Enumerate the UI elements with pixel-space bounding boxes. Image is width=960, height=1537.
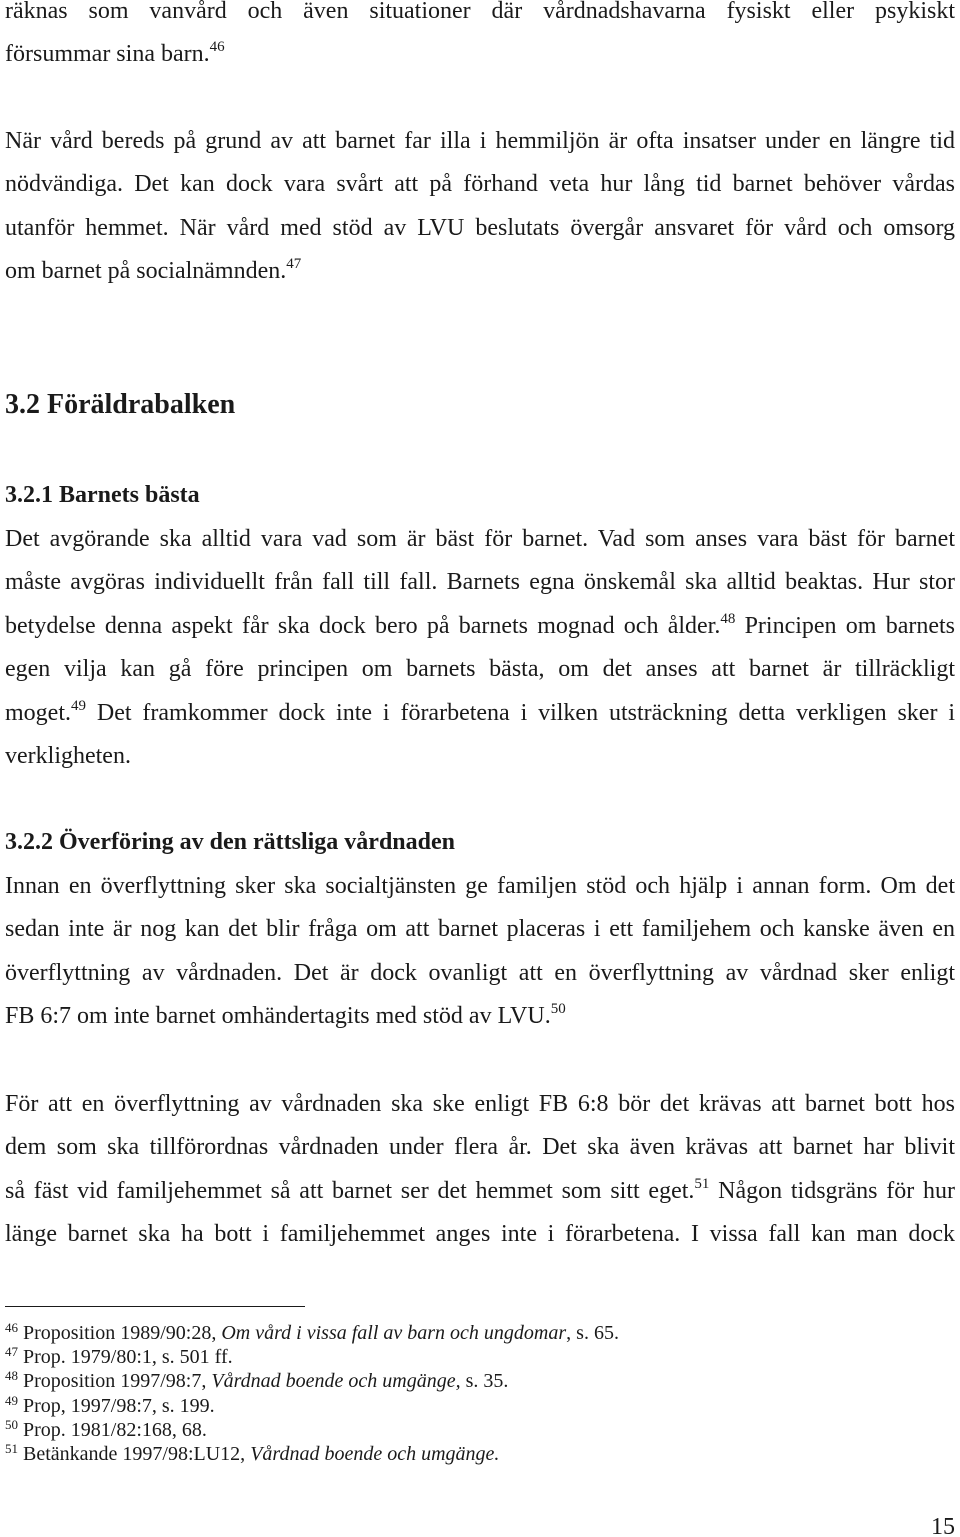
text-run: Innan en överflyttning sker ska socialtjänsten ge familjen stöd och hjälp i annan form. Om det bbox=[5, 873, 955, 899]
footnote-ref: 51 bbox=[694, 1175, 710, 1192]
text-run: nödvändiga. Det kan dock vara svårt att på förhand veta hur lång tid barnet behöver vårdas bbox=[5, 171, 955, 198]
text-run: moget. bbox=[5, 699, 71, 726]
text-line bbox=[5, 561, 955, 604]
text-line bbox=[5, 120, 955, 163]
text-line bbox=[5, 33, 955, 76]
text-line bbox=[5, 908, 955, 951]
text-run: För att en överflyttning av vårdnaden ska ske enligt FB 6:8 bör det krävas att barnet bott hos bbox=[5, 1091, 955, 1117]
text-run: Prop. 1979/80:1, s. 501 ff. bbox=[23, 1346, 233, 1369]
italic-text: Vårdnad boende och umgänge. bbox=[250, 1442, 500, 1465]
text-line bbox=[5, 1126, 955, 1169]
text-run: sedan inte är nog kan det blir fråga om att barnet placeras i ett familjehem och kanske även en bbox=[5, 916, 955, 943]
subsection-heading: 3.2.2 Överföring av den rättsliga vårdnaden bbox=[5, 829, 455, 855]
italic-text: Om vård i vissa fall av barn och ungdomar bbox=[221, 1322, 567, 1344]
text-line bbox=[5, 1213, 955, 1256]
text-line bbox=[5, 952, 955, 995]
page-number: 15 bbox=[931, 1514, 955, 1537]
footnote-number: 48 bbox=[5, 1368, 18, 1384]
paragraph bbox=[5, 120, 955, 294]
footnote bbox=[5, 1321, 955, 1345]
paragraph bbox=[5, 0, 955, 77]
section-heading: 3.2 Föräldrabalken bbox=[5, 389, 236, 420]
text-run: Proposition 1997/98:7, bbox=[23, 1370, 212, 1393]
text-run: utanför hemmet. När vård med stöd av LVU beslutats övergår ansvaret för vård och omsorg bbox=[5, 214, 955, 241]
text-run: Prop, 1997/98:7, s. 199. bbox=[23, 1394, 215, 1417]
text-run: om barnet på socialnämnden. bbox=[5, 258, 287, 285]
text-run: betydelse denna aspekt får ska dock bero på barnets mognad och ålder. bbox=[5, 612, 721, 639]
footnote-ref: 49 bbox=[71, 697, 86, 714]
footnote-ref: 47 bbox=[286, 256, 302, 273]
text-run: måste avgöras individuellt från fall till fall. Barnets egna önskemål ska alltid beaktas. Hur stor bbox=[5, 569, 955, 596]
paragraph bbox=[5, 865, 955, 1039]
footnote-number: 50 bbox=[5, 1416, 18, 1432]
text-run: s. 35. bbox=[460, 1370, 509, 1393]
text-run: , s. 65. bbox=[566, 1322, 619, 1344]
text-run: FB 6:7 om inte barnet omhändertagits med stöd av LVU. bbox=[5, 1003, 551, 1030]
text-line bbox=[5, 163, 955, 206]
text-line bbox=[5, 995, 955, 1038]
text-run: räknas som vanvård och även situationer där vårdnadshavarna fysiskt eller psykiskt bbox=[5, 0, 955, 24]
footnote-ref: 46 bbox=[209, 39, 225, 56]
footnote-number: 47 bbox=[5, 1344, 18, 1360]
text-run: Det avgörande ska alltid vara vad som är bäst för barnet. Vad som anses vara bäst för barnet bbox=[5, 526, 955, 552]
text-line bbox=[5, 518, 955, 561]
footnote-ref: 50 bbox=[550, 1001, 566, 1018]
text-run: överflyttning av vårdnaden. Det är dock ovanligt att en överflyttning av vårdnad sker enligt bbox=[5, 959, 955, 986]
text-run: länge barnet ska ha bott i familjehemmet anges inte i förarbetena. I vissa fall kan man dock bbox=[5, 1221, 955, 1248]
footnote-number: 49 bbox=[5, 1392, 18, 1408]
paragraph bbox=[5, 518, 955, 778]
text-line bbox=[5, 735, 955, 778]
text-line bbox=[5, 648, 955, 691]
text-run: så fäst vid familjehemmet så att barnet ser det hemmet som sitt eget. bbox=[5, 1177, 695, 1204]
text-run: Principen om barnets bbox=[735, 612, 955, 639]
text-line bbox=[5, 865, 955, 908]
text-line bbox=[5, 1170, 955, 1213]
paragraph bbox=[5, 1083, 955, 1257]
text-line bbox=[5, 1083, 955, 1126]
text-run: dem som ska tillförordnas vårdnaden under flera år. Det ska även krävas att barnet har blivit bbox=[5, 1134, 955, 1161]
text-run: Proposition 1989/90:28, bbox=[23, 1322, 222, 1344]
footnote-number: 51 bbox=[5, 1440, 18, 1456]
footnote-number: 46 bbox=[5, 1320, 18, 1335]
text-run: Betänkande 1997/98:LU12, bbox=[23, 1442, 251, 1465]
text-line bbox=[5, 0, 955, 33]
text-run: Någon tidsgräns för hur bbox=[709, 1177, 955, 1204]
text-run: verkligheten. bbox=[5, 742, 131, 769]
subsection-heading: 3.2.1 Barnets bästa bbox=[5, 482, 200, 508]
footnote bbox=[5, 1418, 955, 1442]
text-run: När vård bereds på grund av att barnet far illa i hemmiljön är ofta insatser under en längre tid bbox=[5, 128, 955, 154]
footnote bbox=[5, 1394, 955, 1418]
text-run: försummar sina barn. bbox=[5, 41, 210, 68]
footnote bbox=[5, 1369, 955, 1393]
text-line bbox=[5, 692, 955, 735]
footnote-ref: 48 bbox=[720, 610, 736, 627]
italic-text: Vårdnad boende och umgänge, bbox=[211, 1370, 461, 1393]
footnote-separator bbox=[5, 1306, 305, 1307]
text-run: Det framkommer dock inte i förarbetena i vilken utsträckning detta verkligen sker i bbox=[86, 699, 955, 726]
text-run: Prop. 1981/82:168, 68. bbox=[23, 1418, 207, 1441]
footnote bbox=[5, 1442, 955, 1466]
text-line bbox=[5, 207, 955, 250]
text-line bbox=[5, 250, 955, 293]
text-run: egen vilja kan gå före principen om barnets bästa, om det anses att barnet är tillräckligt bbox=[5, 656, 955, 683]
footnote bbox=[5, 1345, 955, 1369]
text-line bbox=[5, 605, 955, 648]
footnotes bbox=[5, 1321, 955, 1466]
